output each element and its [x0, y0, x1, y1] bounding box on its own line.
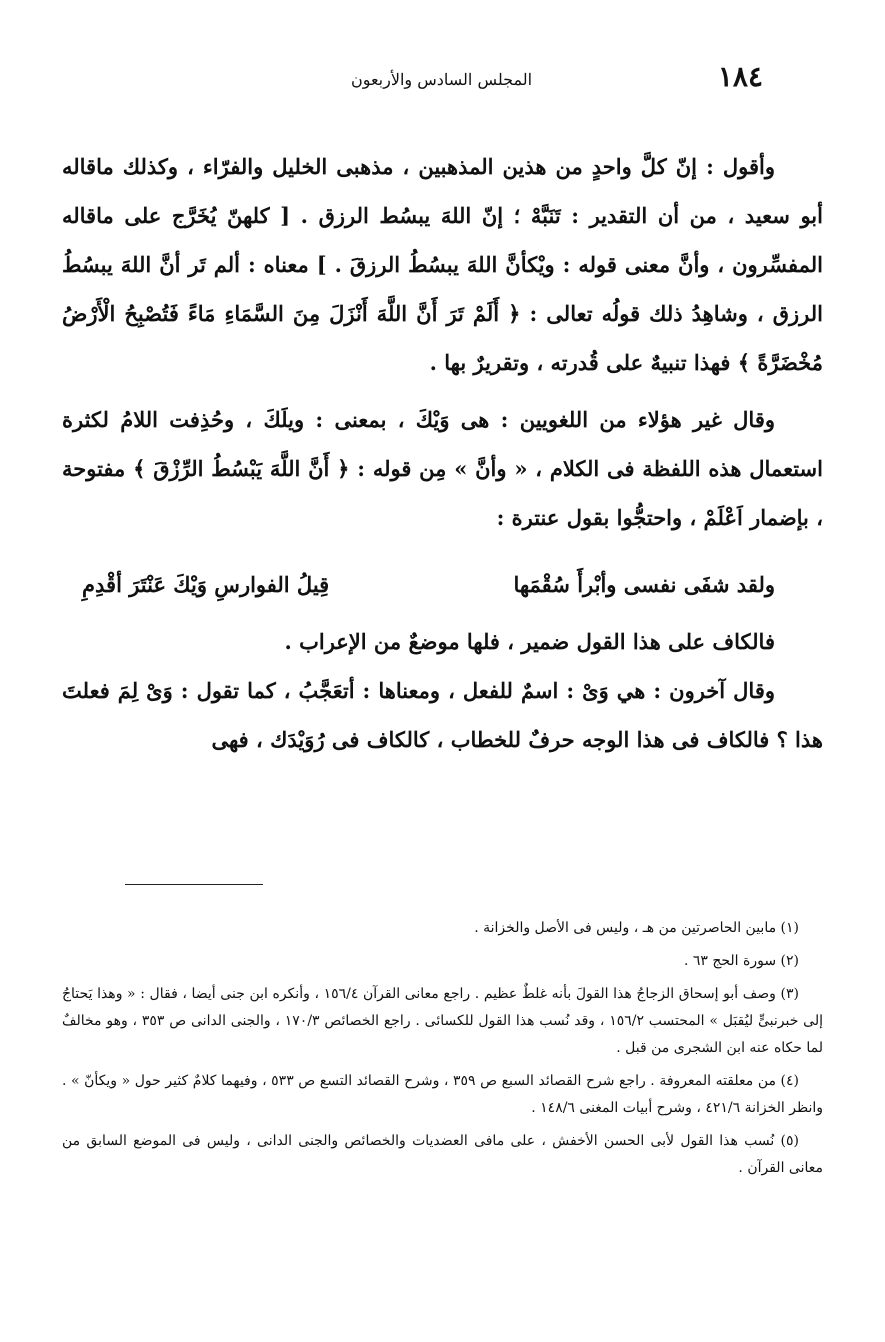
paragraph-1: وأقول : إنّ كلَّ واحدٍ من هذين المذهبين ، مذهبى الخليل والفرّاء ، وكذلك ماقاله أبو سعيد ، من أن التقدير : تَنَبَّهْ ؛ إنّ اللهَ يبسُط الرزق . [ كلهنّ يُخَرَّج على ماقاله المفسِّرون ، وأنَّ معنى قوله : ويْكأنَّ اللهَ يبسُطُ الرزقَ . ] معناه : ألم تَر أنَّ اللهَ يبسُطُ الرزق ، وشاهِدُ ذلك قولُه تعالى : ﴿ أَلَمْ تَرَ أَنَّ اللَّهَ أَنْزَلَ مِنَ السَّمَاءِ مَاءً فَتُصْبِحُ الْأَرْضُ مُخْضَرَّةً ﴾ فهذا تنبيهٌ على قُدرته ، وتقريرٌ بها .: [62, 154, 823, 375]
footnote-5: (٥) نُسب هذا القول لأبى الحسن الأخفش ، على مافى العضديات والخصائص والجنى الدانى ، وليس فى الموضع السابق من معانى القرآن .: [62, 1133, 823, 1176]
page-number: ١٨٤: [717, 60, 763, 93]
poetry-verse: [62, 560, 823, 609]
paragraph-3: فالكاف على هذا القول ضمير ، فلها موضعٌ من الإعراب .: [284, 629, 775, 654]
footnote-4: (٤) من معلقته المعروفة . راجع شرح القصائد السبع ص ٣٥٩ ، وشرح القصائد التسع ص ٥٣٣ ، وفيهما كلامٌ كثير حول « ويكأنّ » . وانظر الخزانة ٤٢١/٦ ، وشرح أبيات المغنى ١٤٨/٦ .: [62, 1073, 823, 1116]
paragraph-2: وقال غير هؤلاء من اللغويين : هى وَيْكَ ، بمعنى : ويلَكَ ، وحُذِفت اللامُ لكثرة استعمال هذه اللفظة فى الكلام ، « وأنَّ » مِن قوله : ﴿ أَنَّ اللَّهَ يَبْسُطُ الرِّزْقَ ﴾ مفتوحة ، بإضمار اَعْلَمْ ، واحتجُّوا بقول عنترة :: [62, 407, 823, 530]
main-text: [62, 142, 823, 764]
verse-second-hemistich: قِيلُ الفوارسِ وَيْكَ عَنْتَرَ أقْدِمِ: [82, 572, 330, 597]
footnote-divider: [125, 884, 263, 885]
verse-first-hemistich: ولقد شفَى نفسى وأبْرأَ سُقْمَها: [513, 572, 775, 597]
running-title: المجلس السادس والأربعون: [350, 70, 533, 89]
footnote-2: (٢) سورة الحج ٦٣ .: [683, 953, 799, 969]
page-header: [60, 60, 823, 100]
footnote-1: (١) مابين الحاصرتين من هـ ، وليس فى الأصل والخزانة .: [474, 920, 799, 936]
paragraph-4: وقال آخرون : هي وَىْ : اسمٌ للفعل ، ومعناها : أتعَجَّبُ ، كما تقول : وَىْ لِمَ فعلتَ هذا ؟ فالكاف فى هذا الوجه حرفٌ للخطاب ، كالكاف فى رُوَيْدَك ، فهى: [62, 678, 823, 752]
footnote-3: (٣) وصف أبو إسحاق الزجاجُ هذا القولَ بأنه غلطٌ عظيم . راجع معانى القرآن ١٥٦/٤ ، وأنكره ابن جنى أيضا ، فقال : « وهذا يَحتاجُ إلى خبرنبىٍّ ليُقبَل » المحتسب ١٥٦/٢ ، وقد نُسب هذا القول للكسائى . راجع الخصائص ١٧٠/٣ ، والجنى الدانى ص ٣٥٣ ، وهو مخالفٌ لما حكاه عنه ابن الشجرى من قبل .: [62, 986, 823, 1056]
footnotes: [62, 915, 823, 1188]
